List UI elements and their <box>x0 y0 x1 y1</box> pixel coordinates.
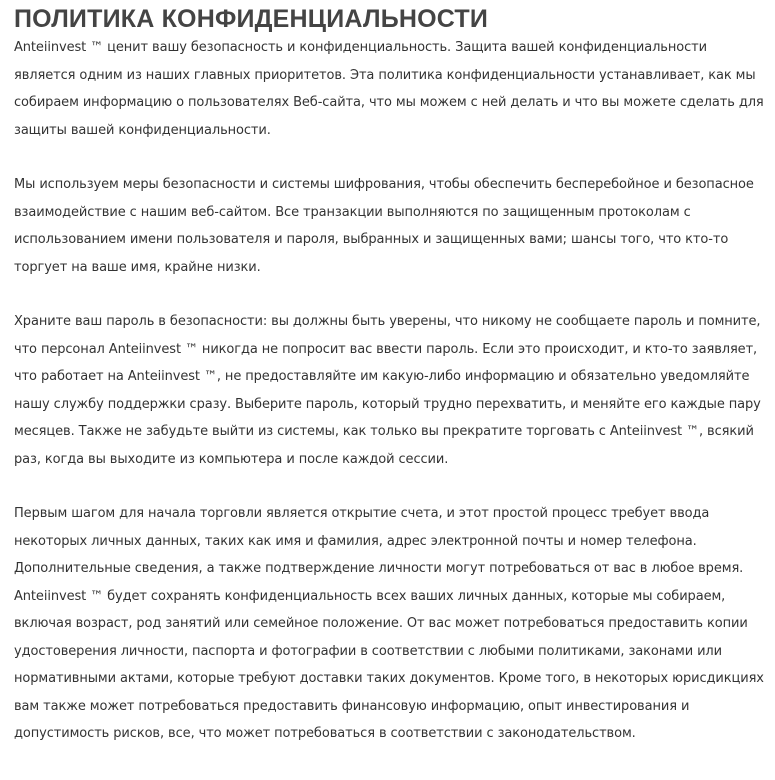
privacy-policy-content <box>14 0 764 748</box>
paragraph-password: Храните ваш пароль в безопасности: вы должны быть уверены, что никому не сообщаете пароль и помните, что персонал Anteiinvest ™ никогда не попросит вас ввести пароль. Если это происходит, и кто-то заявляет, что работает на Anteiinvest ™, не предоставляйте им какую-либо информацию и обязательно уведомляйте нашу службу поддержки сразу. Выберите пароль, который трудно перехватить, и меняйте его каждые пару месяцев. Также не забудьте выйти из системы, как только вы прекратите торговать с Anteiinvest ™, всякий раз, когда вы выходите из компьютера и после каждой сессии. <box>14 314 761 467</box>
paragraph-account-opening: Первым шагом для начала торговли является открытие счета, и этот простой процесс требует ввода некоторых личных данных, таких как имя и фамилия, адрес электронной почты и номер телефона. Дополнительные сведения, а также подтверждение личности могут потребоваться от вас в любое время. Anteiinvest ™ будет сохранять конфиденциальность всех ваших личных данных, которые мы собираем, включая возраст, род занятий или семейное положение. От вас может потребоваться предоставить копии удостоверения личности, паспорта и фотографии в соответствии с любыми политиками, законами или нормативными актами, которые требуют доставки таких документов. Кроме того, в некоторых юрисдикциях вам также может потребоваться предоставить финансовую информацию, опыт инвестирования и допустимость рисков, все, что может потребоваться в соответствии с законодательством. <box>14 506 764 741</box>
paragraph-intro: Anteiinvest ™ ценит вашу безопасность и конфиденциальность. Защита вашей конфиденциальности является одним из наших главных приоритетов. Эта политика конфиденциальности устанавливает, как мы собираем информацию о пользователях Веб-сайта, что мы можем с ней делать и что вы можете сделать для защиты вашей конфиденциальности. <box>14 40 764 138</box>
paragraph-security: Мы используем меры безопасности и системы шифрования, чтобы обеспечить бесперебойное и безопасное взаимодействие с нашим веб-сайтом. Все транзакции выполняются по защищенным протоколам с использованием имени пользователя и пароля, выбранных и защищенных вами; шансы того, что кто-то торгует на ваше имя, крайне низки. <box>14 177 754 275</box>
page-title: ПОЛИТИКА КОНФИДЕНЦИАЛЬНОСТИ <box>14 5 489 33</box>
